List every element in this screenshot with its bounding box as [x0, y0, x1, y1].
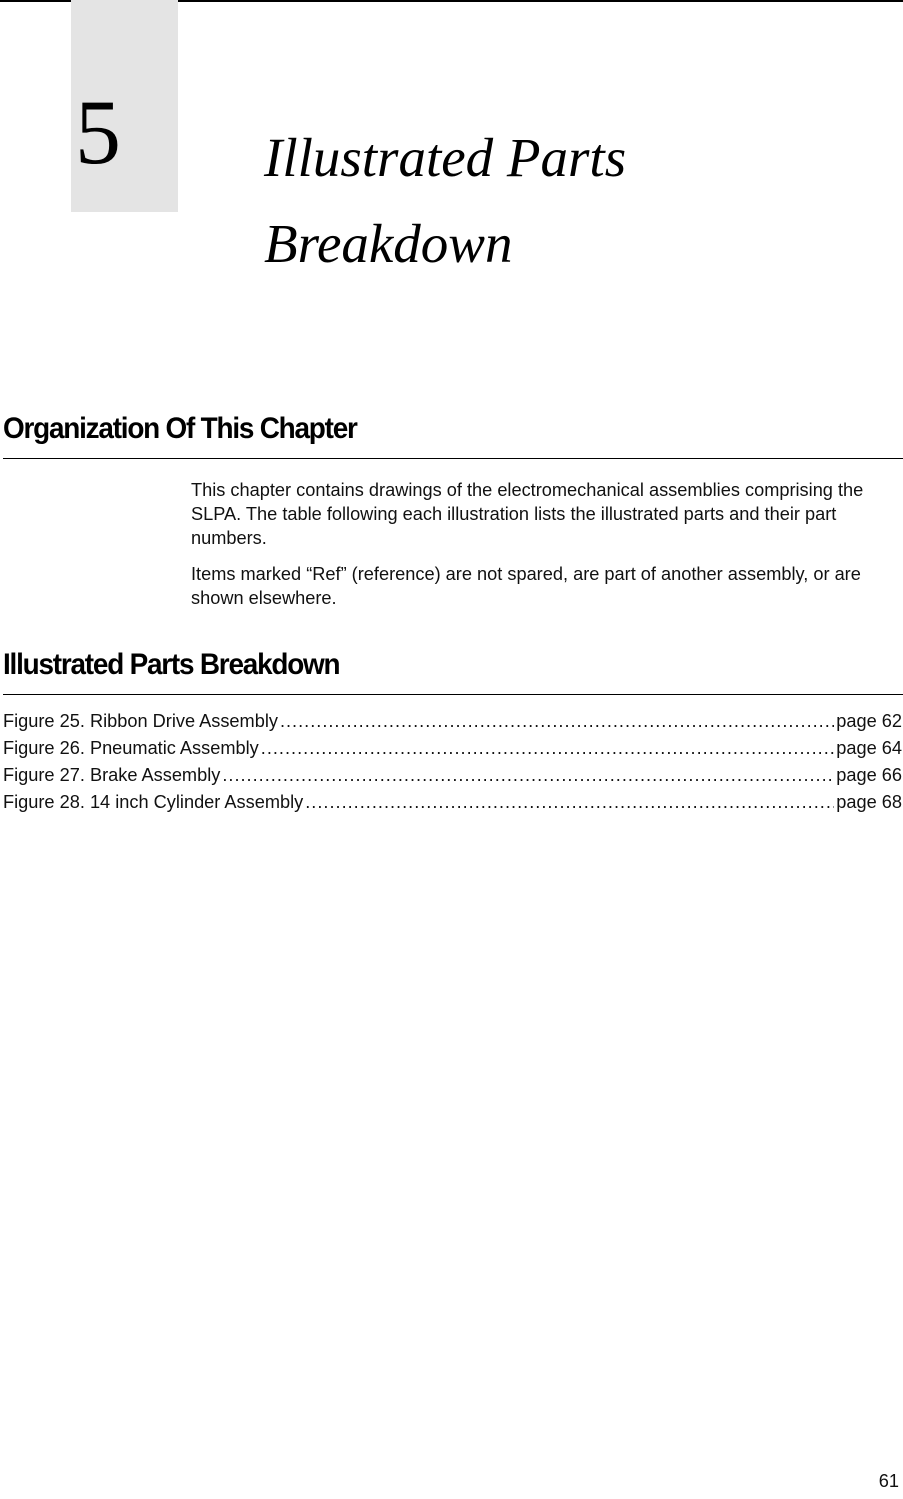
toc-entry-page[interactable]: page 64 [836, 738, 902, 758]
chapter-title-line2: Breakdown [264, 213, 513, 274]
toc-dot-leader [222, 765, 834, 786]
toc-entry-page[interactable]: page 68 [836, 792, 902, 812]
chapter-number: 5 [75, 81, 121, 183]
toc-entry-figure-25[interactable] [3, 711, 902, 738]
chapter-title-line1: Illustrated Parts [264, 127, 627, 188]
toc-entry-figure-26[interactable] [3, 738, 902, 765]
toc-entry-figure-27[interactable] [3, 765, 902, 792]
toc-entry-page[interactable]: page 66 [836, 765, 902, 785]
toc-entry-figure-28[interactable] [3, 792, 902, 819]
organization-paragraph-1: This chapter contains drawings of the electromechanical assemblies comprising the SLPA. The table following each illustration lists the illustrated parts and their part numbers. [191, 480, 864, 548]
toc-list [3, 711, 902, 819]
organization-rule [3, 458, 903, 459]
toc-entry-label[interactable]: Figure 27. Brake Assembly [3, 765, 221, 785]
toc-dot-leader [261, 738, 834, 759]
toc-dot-leader [280, 711, 834, 732]
toc-entry-label[interactable]: Figure 26. Pneumatic Assembly [3, 738, 259, 758]
ipb-rule [3, 694, 903, 695]
toc-entry-label[interactable]: Figure 28. 14 inch Cylinder Assembly [3, 792, 304, 812]
organization-heading: Organization Of This Chapter [3, 412, 357, 445]
chapter-title [264, 115, 824, 287]
toc-entry-label[interactable]: Figure 25. Ribbon Drive Assembly [3, 711, 278, 731]
toc-entry-page[interactable]: page 62 [836, 711, 902, 731]
organization-paragraph-2: Items marked “Ref” (reference) are not spared, are part of another assembly, or are shown elsewhere. [191, 564, 861, 608]
ipb-heading: Illustrated Parts Breakdown [3, 648, 340, 681]
page-number: 61 [878, 1471, 899, 1491]
toc-dot-leader [305, 792, 834, 813]
